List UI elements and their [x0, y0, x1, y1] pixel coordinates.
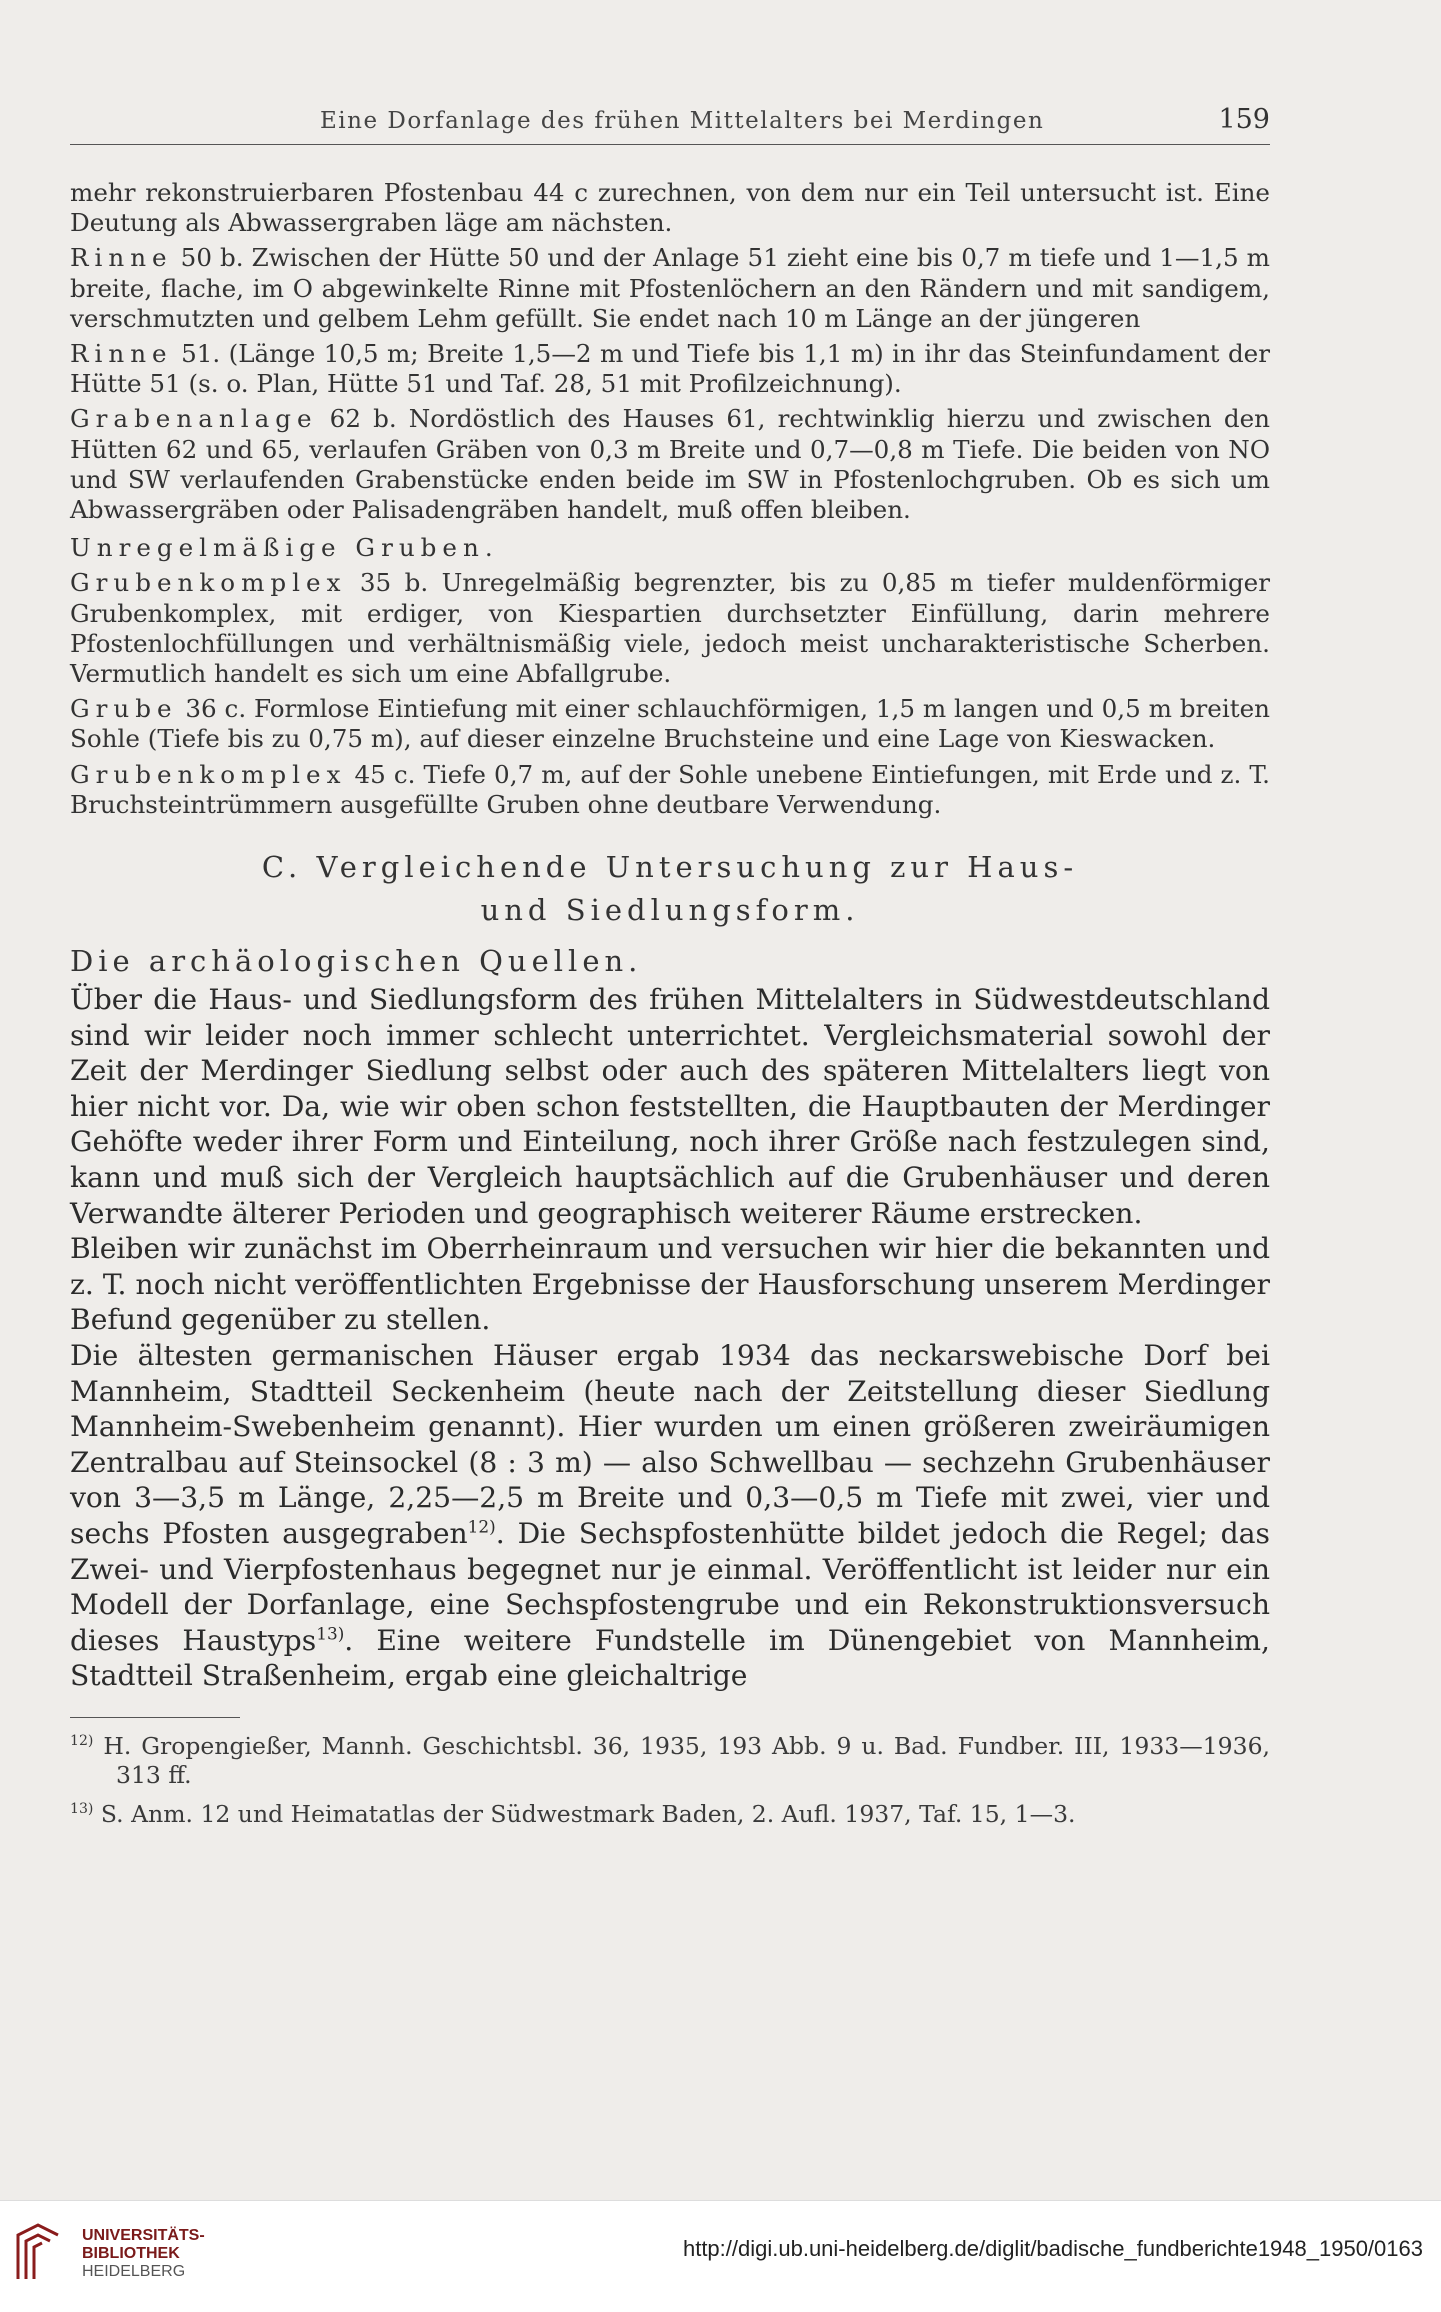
footnote-divider	[70, 1717, 240, 1718]
page-number: 159	[1218, 104, 1270, 135]
feature-label: Rinne	[70, 339, 173, 369]
paragraph: Rinne 51. (Länge 10,5 m; Breite 1,5—2 m und Tiefe bis 1,1 m) in ihr das Steinfundament der Hütte 51 (s. o. Plan, Hütte 51 und Taf. 28, 51 mit Profilzeichnung).	[70, 339, 1270, 399]
paragraph: Über die Haus- und Siedlungsform des frühen Mittelalters in Südwestdeutschland sind wir leider noch immer schlecht unterrichtet. Vergleichsmaterial sowohl der Zeit der Merdinger Siedlung selbst oder auch des späteren Mittelalters liegt von hier nicht vor. Da, wie wir oben schon feststellten, die Hauptbauten der Merdinger Gehöfte weder ihrer Form und Einteilung, noch ihrer Größe nach festzulegen sind, kann und muß sich der Vergleich hauptsächlich auf die Grubenhäuser und deren Verwandte älterer Perioden und geographisch weiterer Räume erstrecken.	[70, 983, 1270, 1230]
feature-label: Grubenkomplex	[70, 759, 347, 789]
footnote-ref: 12)	[467, 1516, 496, 1537]
text-column	[70, 178, 1270, 1839]
body-text	[70, 982, 1270, 1694]
paragraph	[70, 533, 1270, 563]
footnote: $^{13)}$ S. Anm. 12 und Heimatatlas der Südwestmark Baden, 2. Aufl. 1937, Taf. 15, 1—3.	[70, 1799, 1076, 1828]
feature-label: Grube	[70, 694, 178, 724]
feature-descriptions	[70, 178, 1270, 820]
feature-label: Grubenkomplex	[70, 568, 347, 598]
paragraph: Grubenkomplex 35 b. Unregelmäßig begrenzter, bis zu 0,85 m tiefer muldenförmiger Grubenkomplex, mit erdiger, von Kiespartien durchsetzter Einfüllung, darin mehrere Pfostenlochfüllungen und verhältnismäßig viele, jedoch meist uncharakteristische Scherben. Vermutlich handelt es sich um eine Abfallgrube.	[70, 568, 1270, 689]
paragraph: Rinne 50 b. Zwischen der Hütte 50 und der Anlage 51 zieht eine bis 0,7 m tiefe und 1—1,5 m breite, flache, im O abgewinkelte Rinne mit Pfostenlöchern an den Rändern und mit sandigem, verschmutzten und gelbem Lehm gefüllt. Sie endet nach 10 m Länge an der jüngeren	[70, 243, 1270, 333]
section-title: C. Vergleichende Untersuchung zur Haus- und Siedlungsform.	[261, 850, 1079, 928]
running-title: Eine Dorfanlage des frühen Mittelalters bei Merdingen	[320, 108, 1045, 134]
viewer-footer	[0, 2200, 1441, 2312]
subheading: Die archäologischen Quellen.	[70, 944, 643, 979]
feature-label: Grabenanlage	[70, 404, 318, 434]
paragraph: Bleiben wir zunächst im Oberrheinraum und versuchen wir hier die bekannten und z. T. noch nicht veröffentlichten Ergebnisse der Hausforschung unserem Merdinger Befund gegenüber zu stellen.	[70, 1232, 1270, 1337]
university-library-logo-icon	[14, 2221, 62, 2283]
footnotes	[70, 1732, 1270, 1829]
paragraph: Die ältesten germanischen Häuser ergab 1934 das neckarswebische Dorf bei Mannheim, Stadtteil Seckenheim (heute nach der Zeitstellung dieser Siedlung Mannheim-Swebenheim genannt). Hier wurden um einen größeren zweiräumigen Zentralbau auf Steinsockel (8 : 3 m) — also Schwellbau — sechzehn Grubenhäuser von 3—3,5 m Länge, 2,25—2,5 m Breite und 0,3—0,5 m Tiefe mit zwei, vier und sechs Pfosten ausgegraben$^{12)}$. Die Sechspfostenhütte bildet jedoch die Regel; das Zwei- und Vierpfostenhaus begegnet nur je einmal. Veröffentlicht ist leider nur ein Modell der Dorfanlage, eine Sechspfostengrube und ein Rekonstruktionsversuch dieses Haustyps$^{13)}$. Eine weitere Fundstelle im Dünengebiet von Mannheim, Stadtteil Straßenheim, ergab eine gleichaltrige	[70, 1339, 1270, 1693]
library-name: UNIVERSITÄTS- BIBLIOTHEK HEIDELBERG	[82, 2227, 205, 2280]
paragraph: Grubenkomplex 45 c. Tiefe 0,7 m, auf der Sohle unebene Eintiefungen, mit Erde und z. T. Bruchsteintrümmern ausgefüllte Gruben ohne deutbare Verwendung.	[70, 759, 1270, 819]
footnote: $^{12)}$ H. Gropengießer, Mannh. Geschichtsbl. 36, 1935, 193 Abb. 9 u. Bad. Fundber. III, 1933—1936, 313 ff.	[70, 1731, 1270, 1789]
source-url-link[interactable]: http://digi.ub.uni-heidelberg.de/diglit/badische_fundberichte1948_1950/0163	[682, 2236, 1423, 2261]
paragraph: mehr rekonstruierbaren Pfostenbau 44 c zurechnen, von dem nur ein Teil untersucht ist. Eine Deutung als Abwassergraben läge am nächsten.	[70, 178, 1270, 238]
feature-heading: Unregelmäßige Gruben.	[70, 533, 499, 563]
running-header	[70, 104, 1270, 145]
paragraph: Grube 36 c. Formlose Eintiefung mit einer schlauchförmigen, 1,5 m langen und 0,5 m breiten Sohle (Tiefe bis zu 0,75 m), auf dieser einzelne Bruchsteine und eine Lage von Kieswacken.	[70, 694, 1270, 754]
feature-label: Rinne	[70, 243, 173, 273]
paragraph: Grabenanlage 62 b. Nordöstlich des Hauses 61, rechtwinklig hierzu und zwischen den Hütten 62 und 65, verlaufen Gräben von 0,3 m Breite und 0,7—0,8 m Tiefe. Die beiden von NO und SW verlaufenden Grabenstücke enden beide im SW in Pfostenlochgruben. Ob es sich um Abwassergräben oder Palisadengräben handelt, muß offen bleiben.	[70, 404, 1270, 525]
footnote-ref: 13)	[316, 1623, 345, 1644]
